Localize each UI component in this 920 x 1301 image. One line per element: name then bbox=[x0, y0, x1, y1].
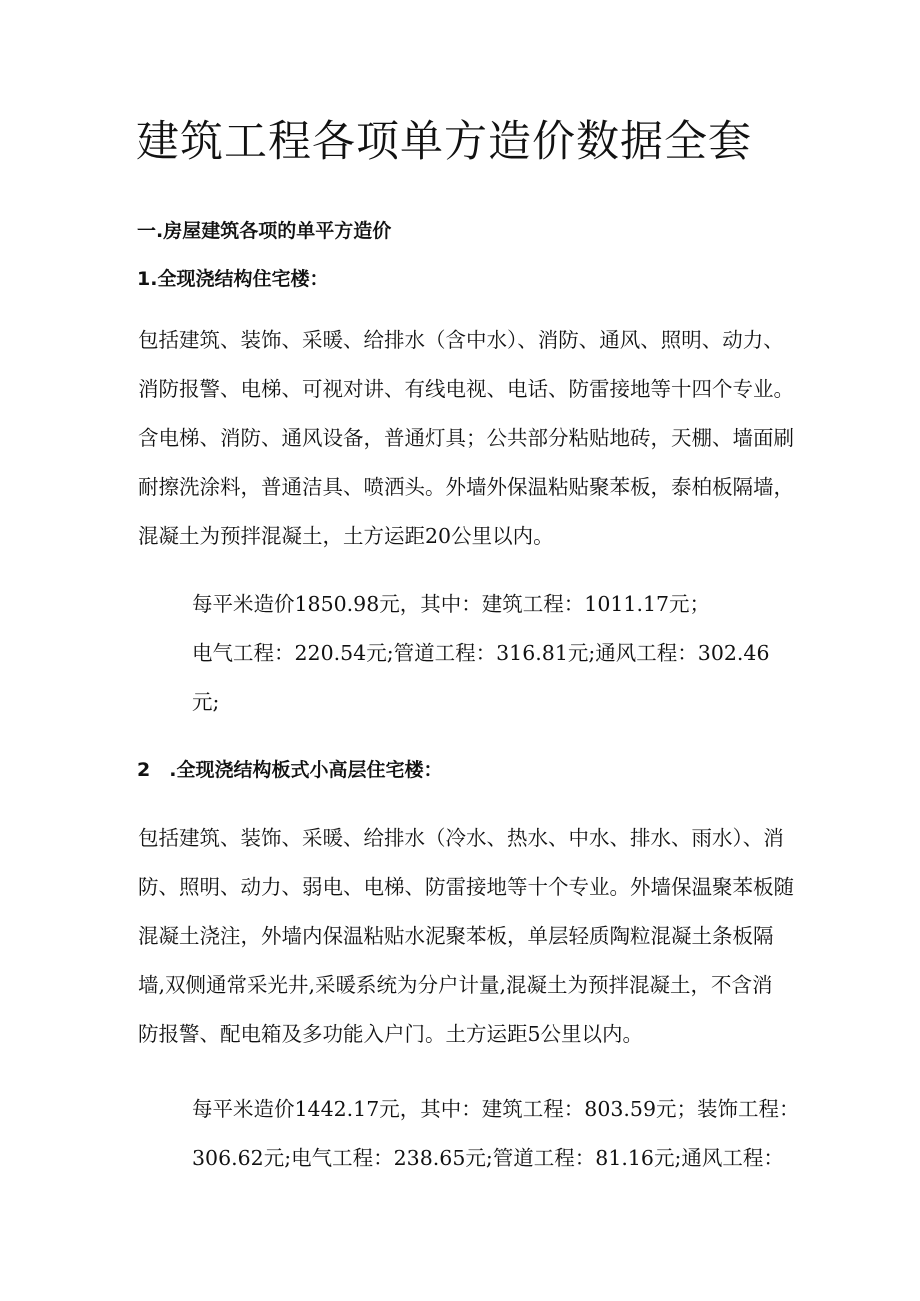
item-1-desc-line: 包括建筑、装饰、采暖、给排水（含中水）、消防、通风、照明、动力、 bbox=[138, 328, 784, 352]
item-2-desc-line: 包括建筑、装饰、采暖、给排水（冷水、热水、中水、排水、雨水）、消 bbox=[138, 826, 784, 850]
item-2-cost-line: 306.62元;电气工程：238.65元;管道工程：81.16元;通风工程： bbox=[192, 1146, 784, 1170]
item-2-desc-line: 墙,双侧通常采光井,采暖系统为分户计量,混凝土为预拌混凝土，不含消 bbox=[138, 973, 773, 997]
item-2-desc-line: 防、照明、动力、弱电、电梯、防雷接地等十个专业。外墙保温聚苯板随 bbox=[138, 875, 794, 899]
item-2-desc-line: 防报警、配电箱及多功能入户门。土方运距5公里以内。 bbox=[138, 1022, 644, 1046]
item-1-heading: 1.全现浇结构住宅楼： bbox=[137, 268, 329, 290]
section-heading: 一.房屋建筑各项的单平方造价 bbox=[137, 220, 392, 242]
item-2-heading: 2 .全现浇结构板式小高层住宅楼： bbox=[137, 759, 443, 781]
item-1-cost-line: 电气工程：220.54元;管道工程：316.81元;通风工程：302.46 bbox=[192, 641, 770, 665]
page-title: 建筑工程各项单方造价数据全套 bbox=[136, 117, 752, 167]
item-1-desc-line: 耐擦洗涂料，普通洁具、喷洒头。外墙外保温粘贴聚苯板，泰柏板隔墙， bbox=[138, 475, 794, 499]
item-2-desc-line: 混凝土浇注，外墙内保温粘贴水泥聚苯板，单层轻质陶粒混凝土条板隔 bbox=[138, 924, 774, 948]
item-1-cost-line: 元; bbox=[192, 690, 220, 714]
item-1-cost-line: 每平米造价1850.98元，其中：建筑工程：1011.17元； bbox=[192, 592, 711, 616]
item-1-desc-line: 混凝土为预拌混凝土，土方运距20公里以内。 bbox=[138, 524, 554, 548]
item-1-desc-line: 消防报警、电梯、可视对讲、有线电视、电话、防雷接地等十四个专业。 bbox=[138, 377, 794, 401]
item-2-cost-line: 每平米造价1442.17元，其中：建筑工程：803.59元；装饰工程： bbox=[192, 1097, 800, 1121]
item-1-desc-line: 含电梯、消防、通风设备，普通灯具；公共部分粘贴地砖，天棚、墙面刷 bbox=[138, 426, 794, 450]
